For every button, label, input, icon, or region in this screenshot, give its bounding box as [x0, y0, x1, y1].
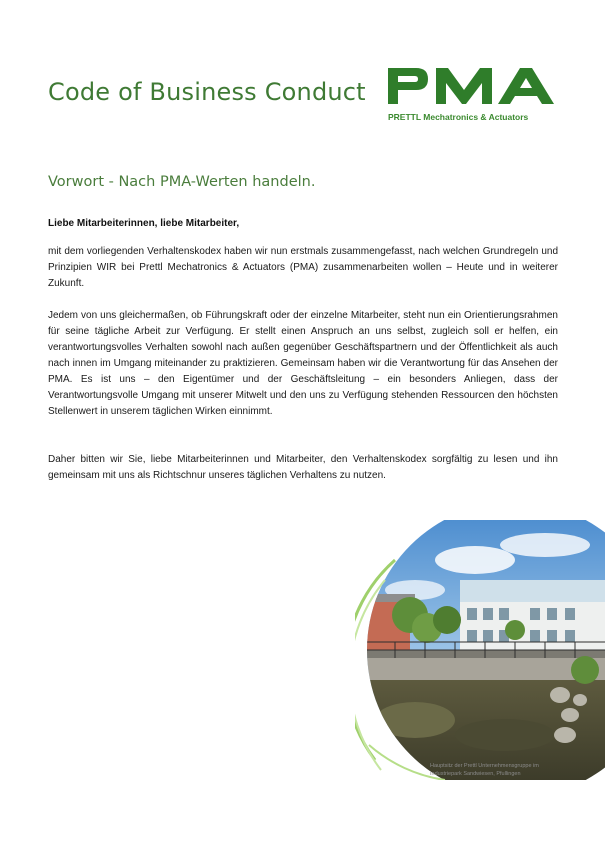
logo-subtitle: PRETTL Mechatronics & Actuators	[388, 112, 529, 122]
pma-logo-mark	[386, 66, 556, 106]
document-title: Code of Business Conduct	[48, 78, 366, 106]
headquarters-photo-image	[355, 520, 605, 780]
headquarters-photo	[355, 520, 605, 780]
pma-logo	[386, 66, 562, 128]
salutation: Liebe Mitarbeiterinnen, liebe Mitarbeiter,	[48, 218, 240, 229]
photo-caption: Hauptsitz der Prettl Unternehmensgruppe im Industriepark Sandwiesen, Pfullingen	[430, 763, 539, 777]
paragraph-orientation: Jedem von uns gleichermaßen, ob Führungskraft oder der einzelne Mitarbeiter, steht nun ein Orientierungsrahmen für seine tägliche Arbeit zur Verfügung. Er stellt einen Anspruch an uns selbst, zugleich soll er helfen, ein verantwortungsvolles Verhalten sowohl nach außen gegenüber Geschäftspartnern und der Öffentlichkeit als auch nach innen im Umgang miteinander zu praktizieren. Gemeinsam haben wir die Verantwortung für das Ansehen der PMA. Es ist uns – den Eigentümer und der Geschäftsleitung – ein besonders Anliegen, dass der Verantwortungsvolle Umgang mit unserer Mitwelt und den uns zu Verfügung stehenden Ressourcen den höchsten Stellenwert in unserem täglichen Wirken einnimmt.	[48, 310, 558, 417]
paragraph-request: Daher bitten wir Sie, liebe Mitarbeiterinnen und Mitarbeiter, den Verhaltenskodex sorgfältig zu lesen und ihn gemeinsam mit uns als Richtschnur unseres täglichen Verhaltens zu nutzen.	[48, 454, 558, 481]
paragraph-intro: mit dem vorliegenden Verhaltenskodex haben wir nun erstmals zusammengefasst, nach welchen Grundregeln und Prinzipien WIR bei Prettl Mechatronics & Actuators (PMA) zusammenarbeiten wollen – Heute und in weiterer Zukunft.	[48, 246, 558, 289]
section-heading: Vorwort - Nach PMA-Werten handeln.	[48, 174, 316, 190]
